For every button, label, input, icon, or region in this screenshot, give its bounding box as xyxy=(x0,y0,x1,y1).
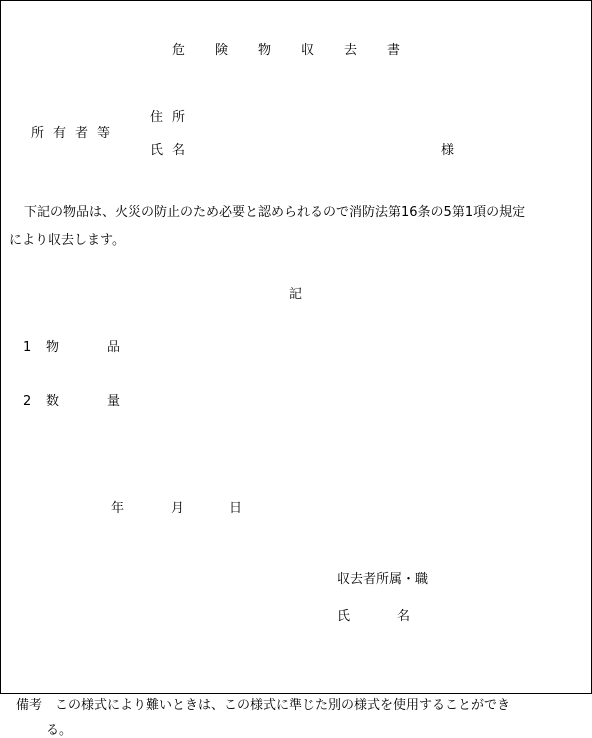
honorific-sama: 様 xyxy=(441,143,455,158)
date-day-label: 日 xyxy=(229,501,243,516)
address-label: 住所 xyxy=(150,110,195,125)
date-year-label: 年 xyxy=(111,501,125,516)
name-label: 氏名 xyxy=(150,143,195,158)
date-month-label: 月 xyxy=(171,501,185,516)
collector-affiliation-label: 収去者所属・職 xyxy=(337,572,429,587)
note-line-1: 備考 この様式により難いときは、この様式に準じた別の様式を使用することができ xyxy=(16,698,511,713)
note-line-2: る。 xyxy=(46,723,73,738)
collector-name-label-a: 氏 xyxy=(337,609,351,624)
item-label-goods-b: 品 xyxy=(107,340,121,355)
collector-name-label-b: 名 xyxy=(397,609,411,624)
item-number-2: 2 xyxy=(23,394,32,409)
item-label-quantity-a: 数 xyxy=(46,394,60,409)
item-number-1: 1 xyxy=(23,340,32,355)
item-label-quantity-b: 量 xyxy=(107,394,121,409)
body-text-line-2: により収去します。 xyxy=(9,233,125,248)
document-title: 危険物収去書 xyxy=(172,43,431,58)
body-text-line-1: 下記の物品は、火災の防止のため必要と認められるので消防法第16条の5第1項の規定 xyxy=(24,205,526,220)
owner-label: 所有者等 xyxy=(31,126,120,141)
ki-heading: 記 xyxy=(289,287,303,302)
item-label-goods-a: 物 xyxy=(46,340,60,355)
